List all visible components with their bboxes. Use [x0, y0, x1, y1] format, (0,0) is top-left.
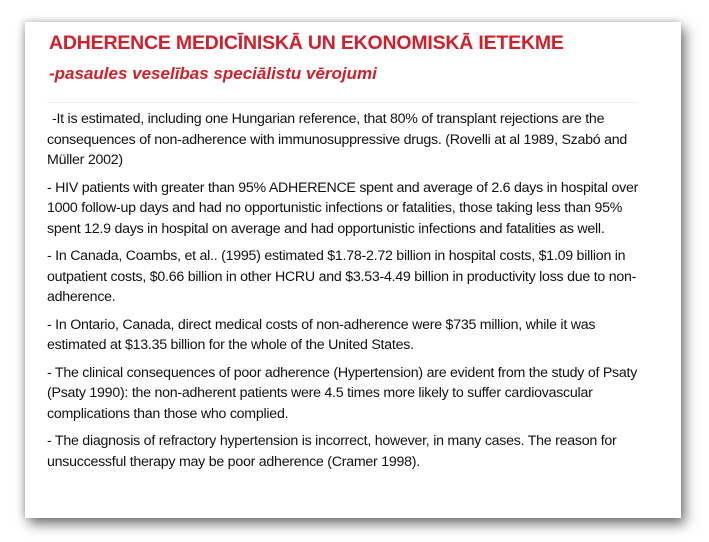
- divider: [47, 102, 637, 103]
- slide-title: ADHERENCE MEDICĪNISKĀ UN EKONOMISKĀ IETEKME: [49, 32, 564, 54]
- slide: [25, 22, 681, 518]
- paragraph-transplant: -It is estimated, including one Hungarian reference, that 80% of transplant rejections are the consequences of non-adherence with immunosuppressive drugs. (Rovelli at al 1989, Szabó and Müller 2002): [47, 111, 628, 168]
- paragraph-hiv: - HIV patients with greater than 95% ADHERENCE spent and average of 2.6 days in hospital over 1000 follow-up days and had no opportunistic infections or fatalities, those taking less than 95% spent 12.9 days in hospital on average and had opportunistic infections and fatalities as well.: [47, 179, 639, 237]
- paragraph-ontario: - In Ontario, Canada, direct medical costs of non-adherence were $735 million, while it was estimated at $13.35 billion for the whole of the United States.: [47, 316, 596, 353]
- paragraph-refractory: - The diagnosis of refractory hypertension is incorrect, however, in many cases. The reason for unsuccessful therapy may be poor adherence (Cramer 1998).: [47, 433, 617, 470]
- slide-subtitle: -pasaules veselības speciālistu vērojumi: [49, 64, 377, 83]
- paragraph-hypertension: - The clinical consequences of poor adherence (Hypertension) are evident from the study of Psaty (Psaty 1990): the non-adherent patients were 4.5 times more likely to suffer cardiovascular complications than those who complied.: [47, 364, 638, 422]
- slide-body: [47, 109, 647, 479]
- paragraph-canada: - In Canada, Coambs, et al.. (1995) estimated $1.78-2.72 billion in hospital costs, $1.09 billion in outpatient costs, $0.66 billion in other HCRU and $3.53-4.49 billion in productivity loss due to non-adherence.: [47, 248, 637, 305]
